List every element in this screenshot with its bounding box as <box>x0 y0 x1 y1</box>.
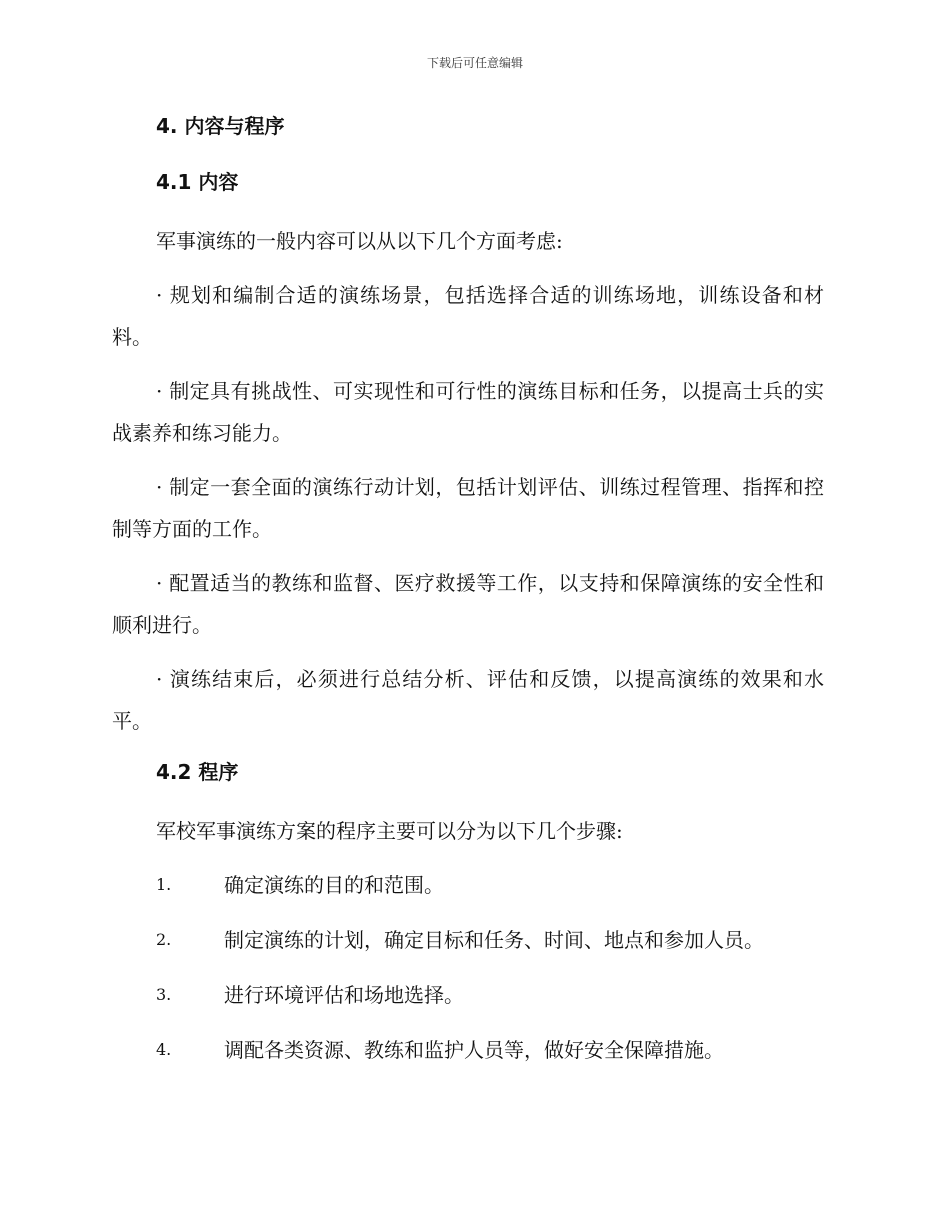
procedure-intro: 军校军事演练方案的程序主要可以分为以下几个步骤: <box>156 819 623 843</box>
procedure-steps-list <box>112 864 824 1071</box>
document-body <box>112 108 824 1084</box>
step-number: 4. <box>156 1040 172 1059</box>
content-intro: 军事演练的一般内容可以从以下几个方面考虑: <box>156 229 563 253</box>
step-text: 制定演练的计划，确定目标和任务、时间、地点和参加人员。 <box>224 928 764 952</box>
step-text: 调配各类资源、教练和监护人员等，做好安全保障措施。 <box>224 1038 724 1062</box>
list-item <box>112 864 824 906</box>
step-number: 2. <box>156 930 172 949</box>
bullet-item: · 演练结束后，必须进行总结分析、评估和反馈，以提高演练的效果和水平。 <box>112 667 824 733</box>
list-item <box>112 974 824 1016</box>
bullet-item: · 配置适当的教练和监督、医疗救援等工作，以支持和保障演练的安全性和顺利进行。 <box>112 571 824 637</box>
list-item <box>112 919 824 961</box>
list-item <box>112 1029 824 1071</box>
bullet-item: · 制定一套全面的演练行动计划，包括计划评估、训练过程管理、指挥和控制等方面的工作。 <box>112 475 824 541</box>
bullet-item: · 规划和编制合适的演练场景，包括选择合适的训练场地，训练设备和材料。 <box>112 283 824 349</box>
step-text: 进行环境评估和场地选择。 <box>224 983 464 1007</box>
step-number: 1. <box>156 875 172 894</box>
step-text: 确定演练的目的和范围。 <box>224 873 444 897</box>
section-heading: 4. 内容与程序 <box>156 114 285 138</box>
subsection-heading-content: 4.1 内容 <box>156 170 239 194</box>
bullet-item: · 制定具有挑战性、可实现性和可行性的演练目标和任务，以提高士兵的实战素养和练习能力。 <box>112 379 824 445</box>
step-number: 3. <box>156 985 172 1004</box>
subsection-heading-procedure: 4.2 程序 <box>156 760 239 784</box>
page-header: 下载后可任意编辑 <box>426 56 523 70</box>
